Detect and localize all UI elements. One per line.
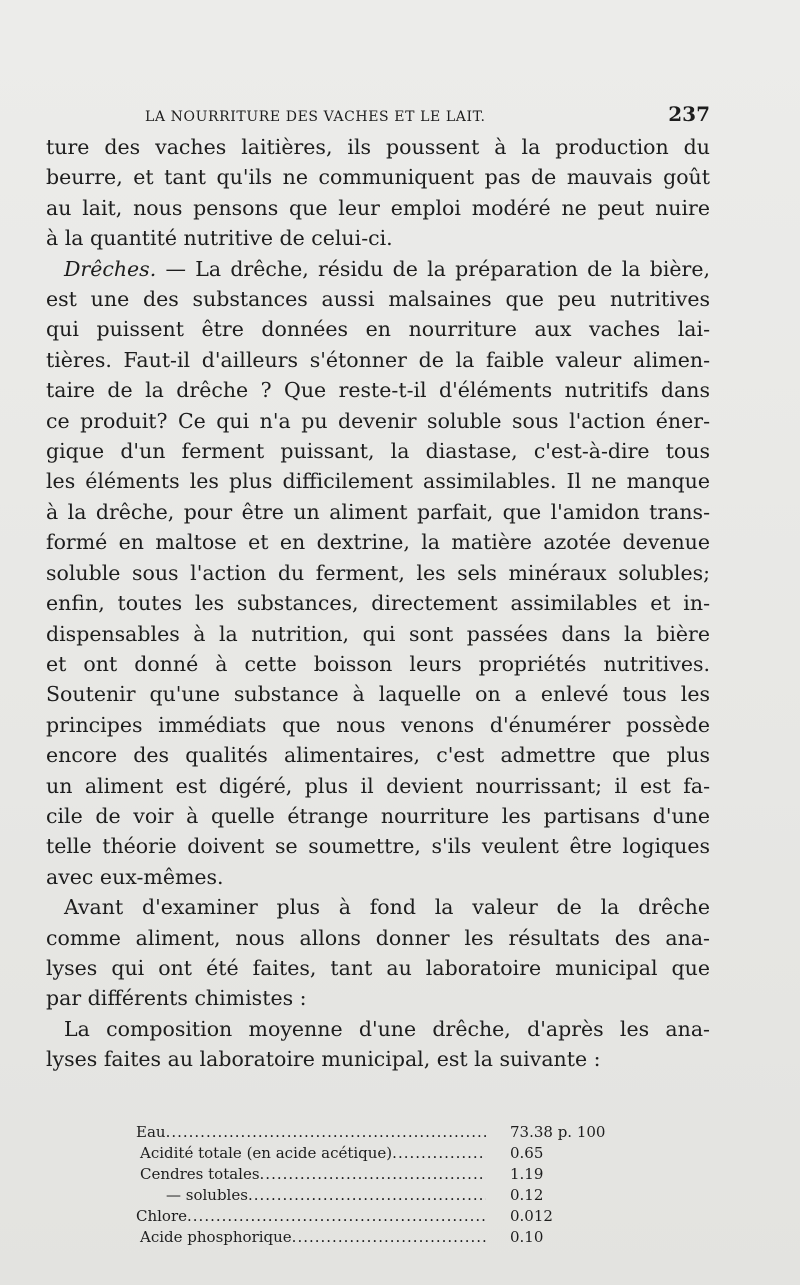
table-row [136, 1143, 626, 1164]
leader-dots [260, 1164, 486, 1185]
text-line: beurre, et tant qu'ils ne communiquent pas de mauvais goût [46, 165, 710, 190]
text-line: telle théorie doivent se soumettre, s'ils veulent être logiques [46, 834, 710, 859]
text-line: taire de la drêche ? Que reste-t-il d'éléments nutritifs dans [46, 378, 710, 403]
row-value: 73.38 p. 100 [510, 1123, 606, 1141]
page-header [145, 102, 710, 132]
text-line: comme aliment, nous allons donner les résultats des ana- [46, 925, 710, 950]
table-row [136, 1164, 626, 1185]
text-line: est une des substances aussi malsaines que peu nutritives [46, 287, 710, 312]
text-line: lyses qui ont été faites, tant au laboratoire municipal que [46, 955, 710, 980]
text-line: un aliment est digéré, plus il devient nourrissant; il est fa- [46, 773, 710, 798]
section-lead: Drêches. [64, 256, 157, 281]
row-value: 1.19 [510, 1165, 544, 1183]
text-line: les éléments les plus difficilement assimilables. Il ne manque [46, 469, 710, 494]
text-line: lyses faites au laboratoire municipal, est la suivante : [46, 1047, 601, 1072]
row-label: Acidité totale (en acide acétique) [140, 1144, 393, 1162]
leader-dots [392, 1143, 486, 1164]
row-label: Chlore [136, 1207, 188, 1225]
text-line: La composition moyenne d'une drêche, d'après les ana- [64, 1016, 710, 1041]
row-label: Cendres totales [140, 1165, 260, 1183]
leader-dots [187, 1206, 486, 1227]
row-value: 0.012 [510, 1207, 553, 1225]
text-line: Soutenir qu'une substance à laquelle on a enlevé tous les [46, 682, 710, 707]
text-line: tières. Faut-il d'ailleurs s'étonner de la faible valeur alimen- [46, 347, 710, 372]
text-line: et ont donné à cette boisson leurs propriétés nutritives. [46, 651, 710, 676]
text-line: Avant d'examiner plus à fond la valeur de la drêche [64, 895, 710, 920]
text-line: dispensables à la nutrition, qui sont passées dans la bière [46, 621, 710, 646]
running-title: LA NOURRITURE DES VACHES ET LE LAIT. [145, 109, 486, 125]
text-line: enfin, toutes les substances, directement assimilables et in- [46, 591, 710, 616]
row-label: — solubles [166, 1186, 248, 1204]
text-line: qui puissent être données en nourriture aux vaches lai- [46, 317, 710, 342]
table-row [136, 1185, 626, 1206]
row-label: Eau [136, 1123, 166, 1141]
leader-dots [292, 1227, 486, 1248]
row-value: 0.10 [510, 1228, 544, 1246]
text-line: soluble sous l'action du ferment, les sels minéraux solubles; [46, 560, 710, 585]
text-line: encore des qualités alimentaires, c'est admettre que plus [46, 743, 710, 768]
row-label: Acide phosphorique [140, 1228, 292, 1246]
text-line: à la quantité nutritive de celui-ci. [46, 226, 393, 251]
row-value: 0.65 [510, 1144, 544, 1162]
text-line: principes immédiats que nous venons d'énumérer possède [46, 712, 710, 737]
text-line: ce produit? Ce qui n'a pu devenir soluble sous l'action éner- [46, 408, 710, 433]
leader-dots [248, 1185, 486, 1206]
composition-table [136, 1122, 626, 1248]
text-line: au lait, nous pensons que leur emploi modéré ne peut nuire [46, 195, 710, 220]
text-line: à la drêche, pour être un aliment parfait, que l'amidon trans- [46, 499, 710, 524]
text-line: cile de voir à quelle étrange nourriture les partisans d'une [46, 803, 710, 828]
row-value: 0.12 [510, 1186, 544, 1204]
paragraph-lead-line [46, 254, 710, 284]
text-line: avec eux-mêmes. [46, 864, 224, 889]
text-fragment: — La drêche, résidu de la préparation de la bière, [156, 256, 710, 281]
table-row [136, 1122, 626, 1143]
leader-dots [166, 1122, 486, 1143]
page-number: 237 [668, 102, 710, 126]
text-line: par différents chimistes : [46, 986, 307, 1011]
table-row [136, 1227, 626, 1248]
body-text [46, 132, 710, 1075]
text-line: ture des vaches laitières, ils poussent à la production du [46, 135, 710, 159]
table-row [136, 1206, 626, 1227]
text-line: gique d'un ferment puissant, la diastase, c'est-à-dire tous [46, 439, 710, 464]
text-line: formé en maltose et en dextrine, la matière azotée devenue [46, 530, 710, 555]
